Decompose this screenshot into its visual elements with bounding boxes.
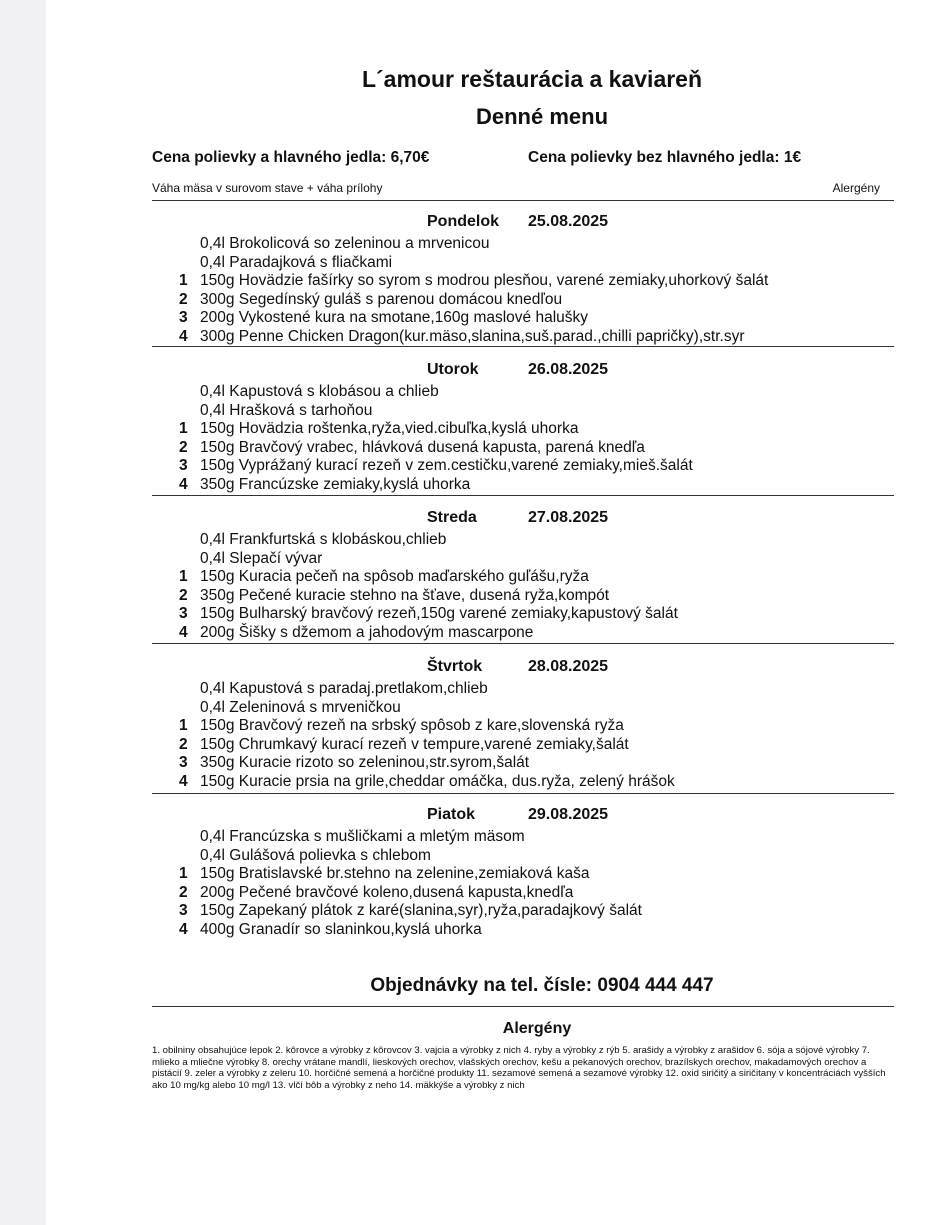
day-name: Štvrtok [427,658,483,675]
day-divider [152,346,894,347]
meal-text: 150g Chrumkavý kurací rezeň v tempure,varené zemiaky,šalát [200,735,629,753]
day-date: 25.08.2025 [528,213,609,230]
price-soup-only: Cena polievky bez hlavného jedla: 1€ [528,149,802,166]
soup-item: 0,4l Zeleninová s mrveničkou [200,698,401,716]
meal-text: 150g Vyprážaný kurací rezeň v zem.cestičku,varené zemiaky,mieš.šalát [200,457,693,474]
meal-number: 2 [179,735,188,753]
day-header [152,509,894,531]
meal-text: 150g Bravčový rezeň na srbský spôsob z kare,slovenská ryža [200,717,624,734]
meal-text: 150g Zapekaný plátok z karé(slanina,syr),ryža,paradajkový šalát [200,902,642,919]
meal-number: 1 [179,272,188,289]
meal-number: 3 [179,754,188,771]
meal-item [152,921,894,940]
soup-item: 0,4l Hrašková s tarhoňou [200,401,373,419]
meal-text: 350g Francúzske zemiaky,kyslá uhorka [200,475,471,493]
meal-number: 4 [179,623,188,641]
allergens-title: Alergény [502,1020,572,1037]
weight-note: Váha mäsa v surovom stave + váha prílohy [152,181,383,195]
meal-item [152,884,894,903]
day-header [152,806,894,828]
meal-item [152,865,894,884]
meal-item [152,309,894,328]
meal-text: 400g Granadír so slaninkou,kyslá uhorka [200,920,482,938]
meal-item [152,717,894,736]
day-section [152,361,894,494]
day-header [152,658,894,680]
day-header [152,361,894,383]
meal-number: 2 [179,290,188,308]
meal-item [152,291,894,310]
meal-text: 150g Kuracia pečeň na spôsob maďarského guľášu,ryža [200,568,589,585]
soup-item: 0,4l Gulášová polievka s chlebom [200,846,431,864]
meal-item [152,902,894,921]
meal-number: 1 [179,568,188,585]
day-name: Streda [427,509,477,526]
meal-item [152,773,894,792]
meal-item [152,328,894,347]
soup-item: 0,4l Kapustová s paradaj.pretlakom,chlieb [200,680,488,697]
day-header [152,213,894,235]
day-section [152,213,894,346]
day-name: Utorok [427,361,479,378]
meal-item [152,624,894,643]
day-section [152,509,894,642]
restaurant-title: L´amour reštaurácia a kaviareň [361,66,703,92]
soup-item: 0,4l Paradajková s fliačkami [200,253,393,271]
meal-text: 200g Pečené bravčové koleno,dusená kapusta,knedľa [200,883,574,901]
allergens-column-label: Alergény [832,181,880,195]
meal-number: 4 [179,327,188,345]
soup-item: 0,4l Francúzska s mušličkami a mletým mäsom [200,828,525,845]
soup-item: 0,4l Brokolicová so zeleninou a mrvenicou [200,235,490,252]
allergens-list: 1. obilniny obsahujúce lepok 2. kôrovce a výrobky z kôrovcov 3. vajcia a výrobky z nich 4. ryby a výrobky z rýb 5. arašidy a výrobky z arašidov 6. sója a sójové výrobky 7. mlieko a mliečne výrobky 8. orechy vrátane mandlí, lieskových orechov, vlašských orechov, kešu a pekanových orechov, brazílskych orechov, makadamových orechov a pistácií 9. zeler a výrobky z zeleru 10. horčičné semená a horčičné produkty 11. sezamové semená a sezamové výrobky 12. oxid siričitý a siričitany v koncentráciách vyšších ako 10 mg/kg alebo 10 mg/l 13. vlčí bôb a výrobky z neho 14. mäkkýše a výrobky z nich [152,1045,886,1091]
meal-item [152,587,894,606]
day-section [152,806,894,939]
meal-number: 2 [179,586,188,604]
day-divider [152,793,894,794]
day-date: 27.08.2025 [528,509,609,526]
meal-text: 350g Pečené kuracie stehno na šťave, dusená ryža,kompót [200,586,610,604]
meal-number: 4 [179,920,188,938]
meal-item [152,736,894,755]
meal-number: 4 [179,475,188,493]
meal-number: 3 [179,309,188,326]
meal-item [152,568,894,587]
meal-item [152,605,894,624]
meal-item [152,272,894,291]
soup-item: 0,4l Slepačí vývar [200,549,323,567]
meal-text: 150g Bravčový vrabec, hlávková dusená kapusta, parená knedľa [200,438,645,456]
meal-item [152,439,894,458]
day-name: Piatok [427,806,476,823]
meal-number: 2 [179,883,188,901]
meal-text: 150g Bulharský bravčový rezeň,150g varené zemiaky,kapustový šalát [200,605,678,622]
meal-number: 3 [179,457,188,474]
day-name: Pondelok [427,213,500,230]
meal-item [152,476,894,495]
day-date: 29.08.2025 [528,806,609,823]
order-phone: Objednávky na tel. čísle: 0904 444 447 [370,975,714,996]
day-date: 28.08.2025 [528,658,609,675]
meal-item [152,457,894,476]
meal-text: 200g Šišky s džemom a jahodovým mascarpone [200,623,534,641]
day-divider [152,643,894,644]
meal-number: 1 [179,717,188,734]
meal-item [152,754,894,773]
meal-number: 4 [179,772,188,790]
price-soup-and-main: Cena polievky a hlavného jedla: 6,70€ [152,149,430,166]
footer-divider [152,1006,894,1007]
meal-text: 200g Vykostené kura na smotane,160g maslové halušky [200,309,589,326]
meal-text: 300g Segedínský guláš s parenou domácou knedľou [200,290,563,308]
meal-text: 350g Kuracie rizoto so zeleninou,str.syrom,šalát [200,754,530,771]
meal-number: 3 [179,902,188,919]
soup-item: 0,4l Frankfurtská s klobáskou,chlieb [200,531,447,548]
meal-text: 150g Bratislavské br.stehno na zelenine,zemiaková kaša [200,865,590,882]
day-divider [152,495,894,496]
day-section [152,658,894,791]
meal-text: 150g Kuracie prsia na grile,cheddar omáčka, dus.ryža, zelený hrášok [200,772,675,790]
menu-subtitle: Denné menu [475,104,609,129]
header-divider [152,200,894,201]
meal-text: 150g Hovädzie fašírky so syrom s modrou plesňou, varené zemiaky,uhorkový šalát [200,272,769,289]
meal-text: 300g Penne Chicken Dragon(kur.mäso,slanina,suš.parad.,chilli papričky),str.syr [200,327,745,345]
soup-item: 0,4l Kapustová s klobásou a chlieb [200,383,439,400]
meal-number: 1 [179,420,188,437]
meal-item [152,420,894,439]
meal-number: 3 [179,605,188,622]
meal-text: 150g Hovädzia roštenka,ryža,vied.cibuľka,kyslá uhorka [200,420,579,437]
meal-number: 2 [179,438,188,456]
day-date: 26.08.2025 [528,361,609,378]
meal-number: 1 [179,865,188,882]
left-gutter [0,0,46,1225]
